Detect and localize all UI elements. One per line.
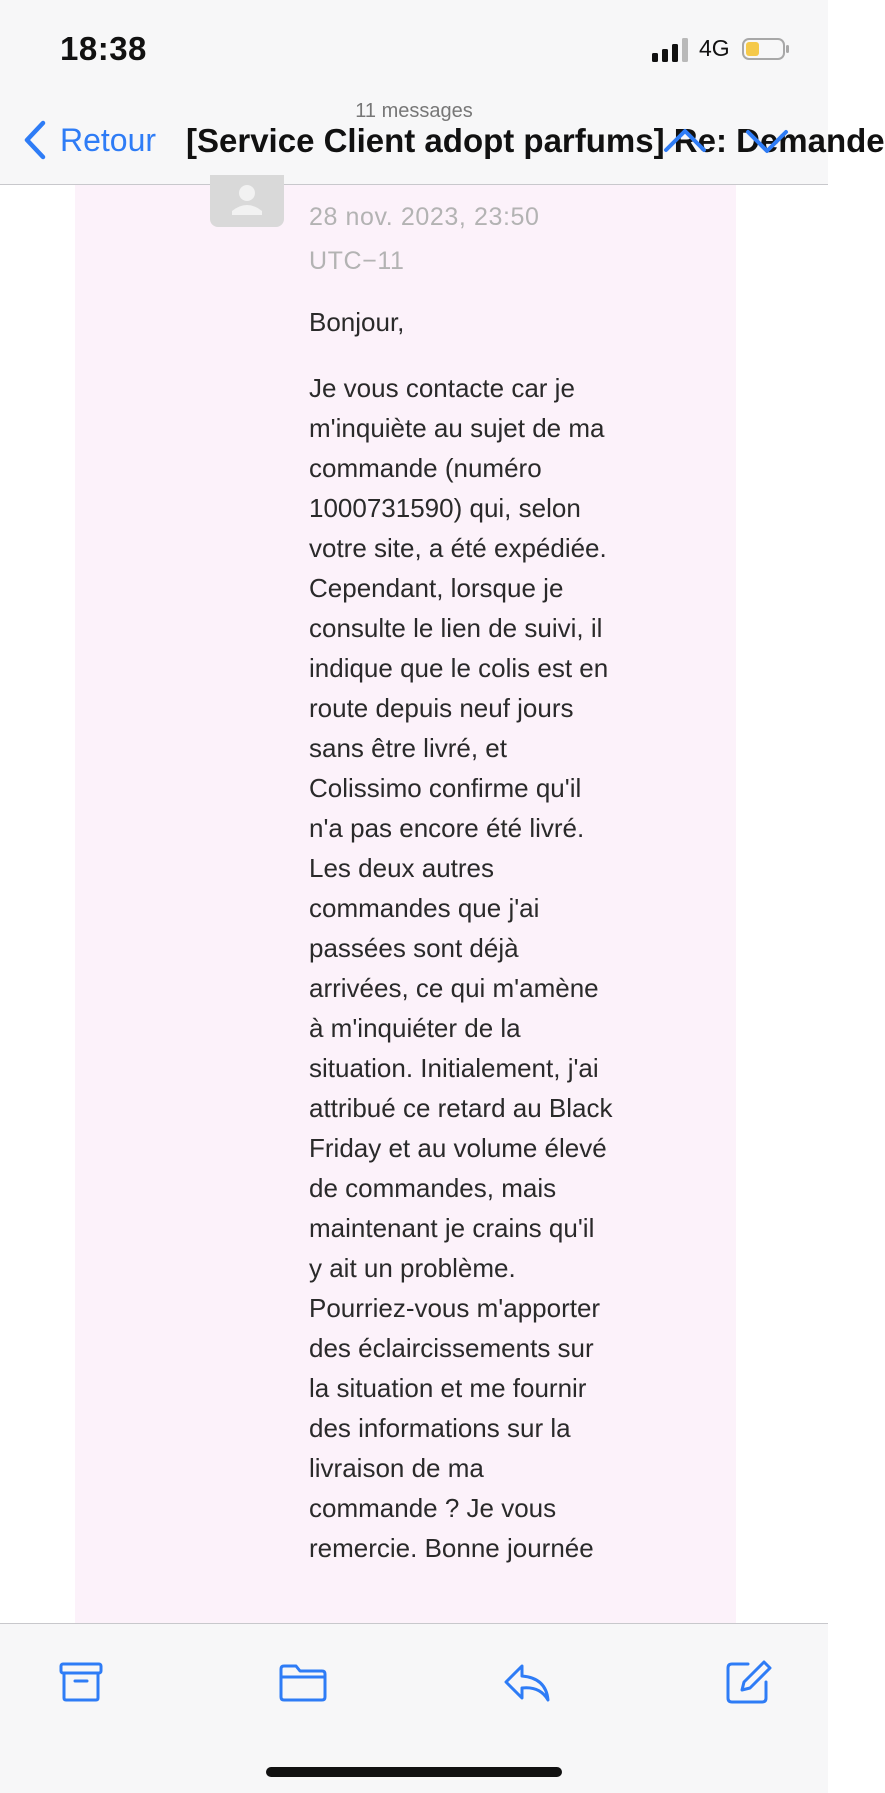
message-greeting: Bonjour, — [309, 307, 405, 337]
message-line: maintenant je crains qu'il — [309, 1213, 595, 1243]
avatar — [210, 175, 284, 227]
chevron-left-icon — [22, 119, 48, 161]
message-line: à m'inquiéter de la — [309, 1013, 521, 1043]
folder-icon[interactable] — [277, 1656, 329, 1708]
chevron-up-icon[interactable] — [660, 116, 710, 166]
message-line: situation. Initialement, j'ai — [309, 1053, 599, 1083]
status-bar — [0, 0, 828, 100]
chevron-down-icon[interactable] — [742, 116, 792, 166]
back-label: Retour — [60, 121, 157, 158]
message-line: commandes que j'ai — [309, 893, 540, 923]
message-line: sans être livré, et — [309, 733, 507, 763]
message-line: livraison de ma — [309, 1453, 484, 1483]
message-line: remercie. Bonne journée — [309, 1533, 594, 1563]
message-line: route depuis neuf jours — [309, 693, 574, 723]
message-line: passées sont déjà — [309, 933, 519, 963]
message-card — [75, 185, 736, 1623]
email-subject: [Service Client adopt parfums] Re: Demande — [186, 122, 885, 159]
message-line: m'inquiète au sujet de ma — [309, 413, 605, 443]
message-line: des informations sur la — [309, 1413, 571, 1443]
battery-icon — [742, 38, 790, 60]
message-line: 1000731590) qui, selon — [309, 493, 581, 523]
message-line: indique que le colis est en — [309, 653, 609, 683]
bottom-toolbar — [0, 1623, 828, 1793]
message-line: arrivées, ce qui m'amène — [309, 973, 599, 1003]
message-line: Colissimo confirme qu'il — [309, 773, 582, 803]
message-line: la situation et me fournir — [309, 1373, 587, 1403]
reply-icon[interactable] — [500, 1656, 552, 1708]
message-line: n'a pas encore été livré. — [309, 813, 585, 843]
message-line: commande ? Je vous — [309, 1493, 557, 1523]
message-line: consulte le lien de suivi, il — [309, 613, 603, 643]
message-line: de commandes, mais — [309, 1173, 557, 1203]
message-line: des éclaircissements sur — [309, 1333, 594, 1363]
network-type: 4G — [699, 35, 730, 61]
message-line: Friday et au volume élevé — [309, 1133, 607, 1163]
message-line: attribué ce retard au Black — [309, 1093, 613, 1123]
message-line: Je vous contacte car je — [309, 373, 575, 403]
message-line: Cependant, lorsque je — [309, 573, 564, 603]
signal-icon — [652, 38, 690, 62]
back-button[interactable] — [22, 118, 156, 162]
message-body — [309, 302, 639, 1568]
message-line: y ait un problème. — [309, 1253, 516, 1283]
archive-icon[interactable] — [55, 1656, 107, 1708]
message-line: Pourriez-vous m'apporter — [309, 1293, 601, 1323]
message-scroll-area[interactable] — [0, 185, 828, 1623]
message-timezone: UTC−11 — [309, 247, 405, 275]
message-count: 11 messages — [355, 100, 473, 122]
message-text — [309, 368, 639, 1568]
nav-bar — [0, 100, 885, 185]
message-line: votre site, a été expédiée. — [309, 533, 607, 563]
message-date — [309, 195, 540, 283]
message-line: commande (numéro — [309, 453, 542, 483]
person-icon — [210, 175, 284, 227]
message-datetime: 28 nov. 2023, 23:50 — [309, 203, 540, 231]
message-line: Les deux autres — [309, 853, 495, 883]
status-time: 18:38 — [60, 30, 147, 67]
home-indicator — [266, 1767, 562, 1777]
compose-icon[interactable] — [722, 1656, 774, 1708]
